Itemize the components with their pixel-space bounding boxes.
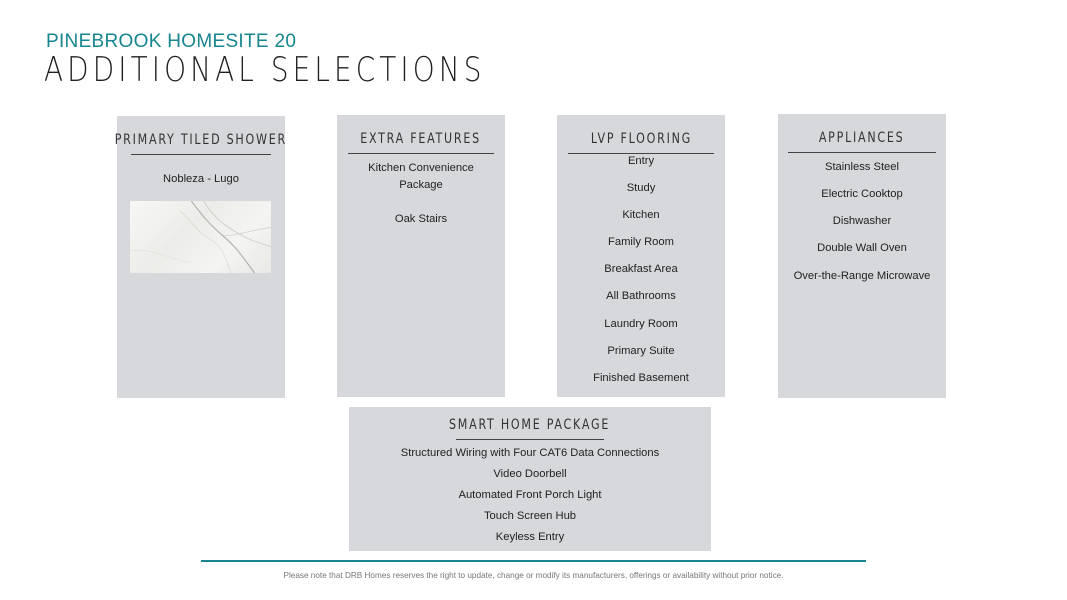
panel-primary-tiled-shower [114,116,288,398]
panel-lvp-flooring [557,115,725,397]
list-item: All Bathrooms [606,290,676,302]
list-item: Family Room [608,236,674,248]
panel-heading-underline [114,132,288,155]
list-item: Package [399,179,443,191]
list-item: Finished Basement [593,372,689,384]
list-item: Primary Suite [607,345,675,357]
list-item: Structured Wiring with Four CAT6 Data Connections [400,447,660,459]
panel-heading-underline [788,130,936,153]
panel-heading: APPLIANCES [819,130,905,146]
list-item: Automated Front Porch Light [458,489,602,501]
panel-appliances [778,114,946,398]
page-title: ADDITIONAL SELECTIONS [44,50,486,90]
panel-smart-home-package [349,407,711,551]
list-item: Keyless Entry [495,531,565,543]
list-item: Electric Cooktop [821,188,903,200]
panel-heading: PRIMARY TILED SHOWER [114,132,288,148]
list-item: Laundry Room [604,318,678,330]
footer-disclaimer: Please note that DRB Homes reserves the right to update, change or modify its manufacturers, offerings or availability without prior notice. [283,571,784,580]
panel-extra-features [337,115,505,397]
list-item: Oak Stairs [394,213,448,225]
panel-heading-wrap [778,130,946,153]
list-item: Dishwasher [832,215,892,227]
list-item: Breakfast Area [604,263,678,275]
marble-tile-swatch [130,201,271,273]
list-item: Video Doorbell [493,468,567,480]
panel-heading-underline [568,131,714,154]
panel-heading-wrap [557,131,725,154]
list-item: Entry [627,155,655,167]
list-item: Over-the-Range Microwave [793,270,931,282]
list-item: Double Wall Oven [817,242,907,254]
panel-heading: EXTRA FEATURES [360,131,482,147]
footer-divider [201,560,866,562]
panel-heading-underline [348,131,494,154]
list-item: Kitchen [622,209,660,221]
marble-veins [130,201,271,273]
list-item: Study [626,182,656,194]
panel-heading-underline [449,417,611,440]
list-item: Stainless Steel [824,161,899,173]
panel-heading: LVP FLOORING [590,131,692,147]
list-item: Touch Screen Hub [483,510,577,522]
list-item: Kitchen Convenience [368,162,474,174]
list-item: Nobleza - Lugo [163,173,239,185]
page-subtitle: PINEBROOK HOMESITE 20 [46,31,297,52]
panel-heading: SMART HOME PACKAGE [449,417,611,433]
panel-heading-wrap [337,131,505,154]
panel-heading-wrap [349,417,711,440]
panel-heading-wrap [114,132,288,155]
